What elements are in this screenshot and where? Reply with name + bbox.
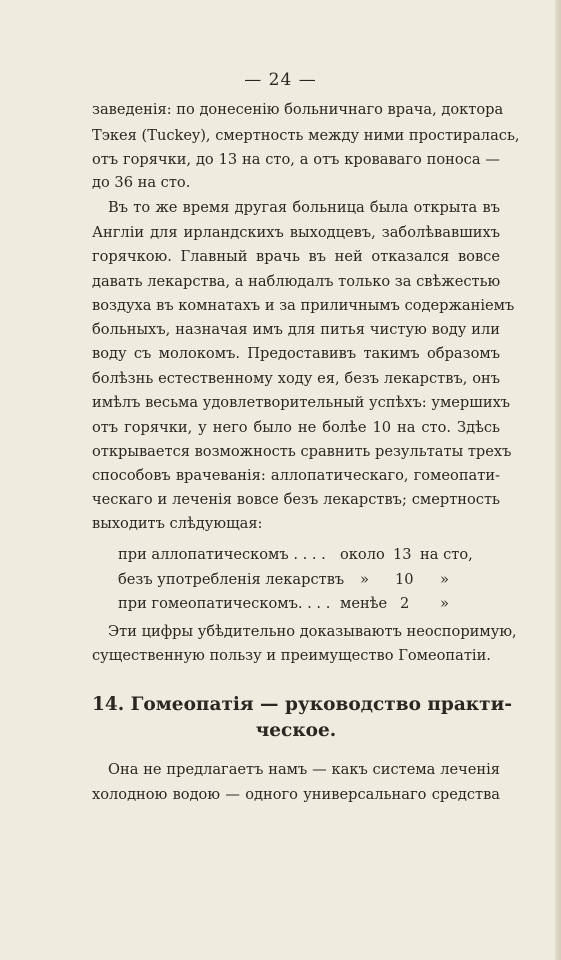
text-line: отъ горячки, до 13 на сто, а отъ кроваваго поноса — — [92, 151, 500, 168]
page-number: — 24 — — [244, 70, 317, 90]
text-line: болѣзнь естественному ходу ея, безъ лекарствъ, онъ — [92, 370, 500, 387]
stat-method: безъ употребленія лекарствъ — [118, 571, 345, 588]
stat-value: 10 — [395, 571, 414, 588]
stat-unit: » — [440, 595, 449, 612]
stat-qualifier: » — [360, 571, 369, 588]
stat-qualifier: менѣе — [340, 595, 388, 612]
stat-qualifier: около — [340, 546, 385, 563]
text-line: выходитъ слѣдующая: — [92, 515, 263, 532]
text-line: до 36 на сто. — [92, 174, 191, 191]
stat-unit: » — [440, 571, 449, 588]
stat-value: 2 — [400, 595, 410, 612]
text-line: Она не предлагаетъ намъ — какъ система леченія — [108, 761, 500, 778]
text-line: воду съ молокомъ. Предоставивъ такимъ образомъ — [92, 345, 500, 362]
stat-value: 13 — [393, 546, 412, 563]
stat-method: при аллопатическомъ . . . . — [118, 546, 326, 563]
text-line: заведенія: по донесенію больничнаго врача, доктора — [92, 101, 504, 118]
text-line: Эти цифры убѣдительно доказываютъ неоспоримую, — [108, 623, 517, 640]
text-line: воздуха въ комнатахъ и за приличнымъ содержаніемъ — [92, 297, 515, 314]
section-heading-continued: ческое. — [255, 720, 337, 741]
text-line: Англіи для ирландскихъ выходцевъ, заболѣвавшихъ — [92, 224, 500, 241]
text-line: имѣлъ весьма удовлетворительный успѣхъ: умершихъ — [92, 394, 511, 411]
text-line: открывается возможность сравнить результаты трехъ — [92, 443, 512, 460]
text-line: ческаго и леченія вовсе безъ лекарствъ; смертность — [92, 491, 500, 508]
section-heading: 14. Гомеопатія — руководство практи- — [92, 694, 513, 715]
stat-method: при гомеопатическомъ. . . . — [118, 595, 331, 612]
page-edge — [555, 0, 561, 960]
text-line: холодною водою — одного универсальнаго средства — [92, 786, 500, 803]
text-line: давать лекарства, а наблюдалъ только за свѣжестью — [92, 273, 501, 290]
text-line: Въ то же время другая больница была открыта въ — [108, 199, 500, 216]
text-line: Тэкея (Tuckey), смертность между ними простиралась, — [92, 127, 520, 144]
text-line: больныхъ, назначая имъ для питья чистую воду или — [92, 321, 500, 338]
stat-unit: на сто, — [420, 546, 473, 563]
text-line: отъ горячки, у него было не болѣе 10 на сто. Здѣсь — [92, 419, 500, 436]
text-line: существенную пользу и преимущество Гомеопатіи. — [92, 647, 491, 664]
text-line: способовъ врачеванія: аллопатическаго, гомеопати- — [92, 467, 500, 484]
text-line: горячкою. Главный врачь въ ней отказался вовсе — [92, 248, 500, 265]
